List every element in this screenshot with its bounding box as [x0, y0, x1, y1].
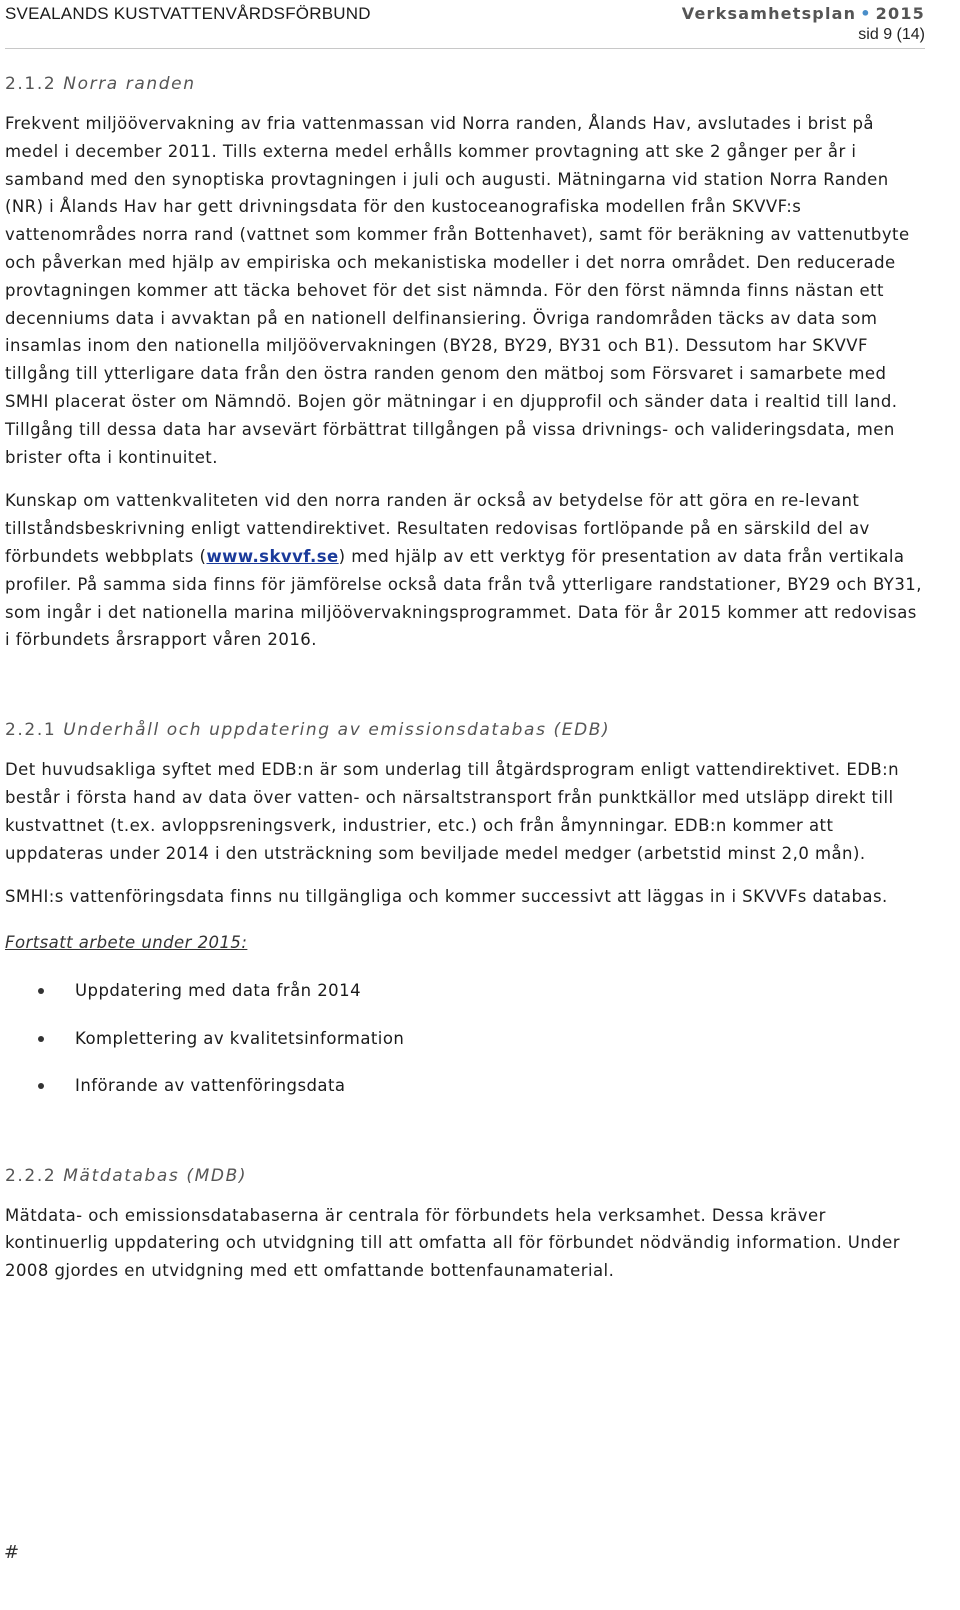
website-link[interactable]: www.skvvf.se	[206, 546, 339, 566]
section-title: Underhåll och uppdatering av emissionsdatabas (EDB)	[63, 720, 611, 741]
bullet-icon	[38, 1083, 44, 1089]
paragraph-mdb-1: Mätdata- och emissionsdatabaserna är centrala för förbundets hela verksamhet. Dessa kräver kontinuerlig uppdatering och utvidgning till att omfatta all för förbundet nödvändig information. Under 2008 gjordes en utvidgning med ett omfattande bottenfaunamaterial.	[5, 1205, 900, 1281]
section-number: 2.2.1	[5, 720, 57, 741]
paragraph-text: ) med hjälp av ett verktyg för presentation av data från vertikala profiler. På samma sida finns för jämförelse också data från två ytterligare randstationer, BY29 och BY31, som ingår i det nationella marina miljöövervakningsprogrammet. Data för år 2015 kommer att redovisas i förbundets årsrapport våren 2016.	[5, 546, 922, 650]
plan-year: 2015	[875, 4, 925, 23]
bullet-list	[5, 977, 927, 1120]
list-item-text: Komplettering av kvalitetsinformation	[75, 1028, 405, 1048]
paragraph-norra-randen-1: Frekvent miljöövervakning av fria vattenmassan vid Norra randen, Ålands Hav, avslutades i brist på medel i december 2011. Tills externa medel erhålls kommer provtagning att ske 2 gånger per år i samband med den synoptiska provtagningen i juli och augusti. Mätningarna vid station Norra Randen (NR) i Ålands Hav har gett drivningsdata för den kustoceanografiska modellen från SKVVF:s vattenområdes norra rand (vattnet som kommer från Bottenhavet), samt för beräkning av vattenutbyte och påverkan med hjälp av empiriska och mekanistiska modeller i det norra området. Den reducerade provtagningen kommer att täcka behovet för det sist nämnda. För den först nämnda finns nästan ett decenniums data i avvaktan på en nationell delfinansiering. Övriga randområden täcks av data som insamlas inom den nationella miljöövervakningen (BY28, BY29, BY31 och B1). Dessutom har SKVVF tillgång till ytterligare data från den östra randen genom den mätboj som Försvaret i samarbete med SMHI placerat öster om Nämndö. Bojen gör mätningar i en djupprofil och sänder data i realtid till land. Tillgång till dessa data har avsevärt förbättrat tillgången på vissa drivnings- och valideringsdata, men brister ofta i kontinuitet.	[5, 114, 910, 467]
page-number: sid 9 (14)	[858, 26, 925, 43]
header-rule	[5, 48, 925, 49]
list-item-text: Uppdatering med data från 2014	[75, 981, 362, 1001]
bullet-icon	[38, 1036, 44, 1042]
bullet-icon	[38, 988, 44, 994]
footer-mark: #	[4, 1542, 20, 1563]
list-item	[5, 1072, 927, 1120]
page-header	[5, 4, 925, 48]
paragraph-edb-1: Det huvudsakliga syftet med EDB:n är som underlag till åtgärdsprogram enligt vattendirektivet. EDB:n består i första hand av data över vatten- och närsaltstransport från punktkällor med utsläpp direkt till kustvattnet (t.ex. avloppsreningsverk, industrier, etc.) och från åmynningar. EDB:n kommer att uppdateras under 2014 i den utsträckning som beviljade medel medger (arbetstid minst 2,0 mån).	[5, 760, 900, 863]
list-item	[5, 977, 927, 1025]
section-heading-2-2-2	[5, 1162, 927, 1190]
separator-dot-icon: •	[860, 4, 872, 23]
section-heading-2-1-2	[5, 70, 927, 98]
paragraph-text: Kunskap om vattenkvaliteten vid den norra randen är också av betydelse för att göra en re-levant tillståndsbeskrivning enligt vattendirektivet. Resultaten redovisas fortlöpande på en särskild del av förbundets webbplats (	[5, 491, 870, 566]
plan-title-text: Verksamhetsplan	[681, 4, 857, 23]
list-item-text: Införande av vattenföringsdata	[75, 1076, 346, 1096]
section-number: 2.2.2	[5, 1165, 57, 1186]
organization-name: SVEALANDS KUSTVATTENVÅRDSFÖRBUND	[5, 4, 371, 23]
paragraph-edb-2: SMHI:s vattenföringsdata finns nu tillgängliga och kommer successivt att läggas in i SKVVFs databas.	[5, 887, 888, 907]
section-heading-2-2-1	[5, 716, 927, 744]
paragraph-norra-randen-2	[5, 487, 927, 654]
section-title: Mätdatabas (MDB)	[63, 1165, 248, 1186]
list-item	[5, 1025, 927, 1073]
section-number: 2.1.2	[5, 74, 57, 94]
subheading-fortsatt-arbete: Fortsatt arbete under 2015:	[5, 933, 248, 953]
plan-title	[682, 4, 925, 23]
section-title: Norra randen	[63, 74, 196, 94]
document-body	[5, 70, 927, 1285]
